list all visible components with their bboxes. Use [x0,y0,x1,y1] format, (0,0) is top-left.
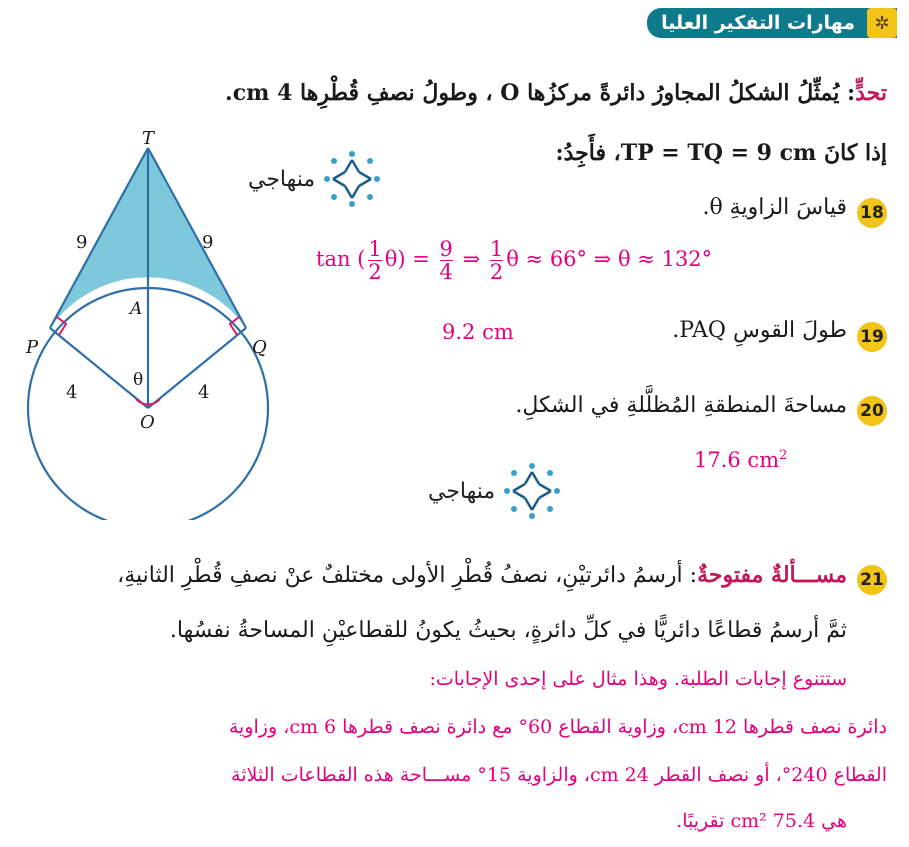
section-title: مهارات التفكير العليا [661,12,855,34]
challenge-text-1: : يُمثِّلُ الشكلُ المجاورُ دائرةً مركزُها O ، وطولُ نصفِ قُطْرِها 4 cm. [225,80,856,106]
question-21-answer-line-1: ستتنوع إجابات الطلبة. وهذا مثال على إحدى الإجابات: [429,668,847,690]
question-21-badge: 21 [857,565,887,595]
answer-18-mid1: θ) = [384,247,437,272]
answer-18-mid2: ⇒ [455,247,487,272]
geometry-figure [0,120,300,520]
fraction-nine-quarters [440,238,453,283]
frac-den: 2 [368,260,382,285]
gears-icon: ✲ [867,8,897,38]
question-18-text: قياسَ الزاويةِ θ. [702,195,847,220]
question-21-answer-line-3: القطاع 240°، أو نصف القطر 24 cm، والزاوية 15° مســـاحة هذه القطاعات الثلاثة [231,764,887,786]
question-21-answer-line-4: هي 75.4 cm² تقريبًا. [676,810,847,832]
label-t: T [142,128,155,149]
label-op-length: 4 [66,382,78,403]
watermark-logo-icon [321,148,383,210]
frac-den: 4 [439,260,453,285]
answer-20-exponent: 2 [779,448,788,463]
question-19-badge: 19 [857,322,887,352]
frac-num: 9 [439,237,453,261]
question-21-lead: مســـألةٌ مفتوحةٌ [697,562,847,588]
label-tq-length: 9 [202,232,214,253]
label-tp-length: 9 [76,232,88,253]
frac-den: 2 [489,260,504,285]
label-oq-length: 4 [198,382,210,403]
fraction-half-2 [490,238,503,283]
question-21-line-1 [117,562,847,588]
answer-20 [694,448,787,472]
question-21-answer-line-2: دائرة نصف قطرها 12 cm، وزاوية القطاع 60° مع دائرة نصف قطرها 6 cm، وزاوية [228,716,887,738]
section-header [647,8,897,38]
watermark-logo-icon [501,460,563,522]
question-20-badge: 20 [857,396,887,426]
label-theta: θ [133,370,144,390]
watermark [428,460,563,522]
watermark-text: منهاجي [428,478,496,504]
label-o: O [140,412,155,433]
answer-18-prefix: tan ( [316,247,366,272]
answer-18-tail: θ ≈ 66° ⇒ θ ≈ 132° [506,247,713,272]
question-18-badge: 18 [857,198,887,228]
answer-20-value: 17.6 cm [694,448,780,472]
question-19-text: طولَ القوسِ PAQ. [672,318,847,343]
question-21-line-2: ثمَّ أرسمُ قطاعًا دائريًّا في كلِّ دائرةٍ، بحيثُ يكونُ للقطاعيْنِ المساحةُ نفسُها. [169,618,847,643]
question-20-text: مساحةَ المنطقةِ المُظلَّلةِ في الشكلِ. [515,393,847,418]
challenge-line-1 [225,80,887,106]
frac-num: 1 [368,237,382,261]
frac-num: 1 [489,237,504,261]
label-p: P [26,337,39,358]
challenge-lead: تحدٍّ [855,80,887,106]
radius-op [50,328,148,408]
answer-18 [316,238,712,283]
label-a: A [130,299,143,319]
label-q: Q [252,337,267,358]
watermark-text: منهاجي [248,166,316,192]
challenge-line-2: إذا كانَ TP = TQ = 9 cm، فأَجِدُ: [555,140,887,166]
answer-19: 9.2 cm [442,320,514,344]
question-21-text-1: : أرسمُ دائرتيْنِ، نصفُ قُطْرِ الأولى مختلفٌ عنْ نصفِ قُطْرِ الثانيةِ، [117,563,698,588]
fraction-half-1 [368,238,381,283]
radius-oq [148,328,246,408]
